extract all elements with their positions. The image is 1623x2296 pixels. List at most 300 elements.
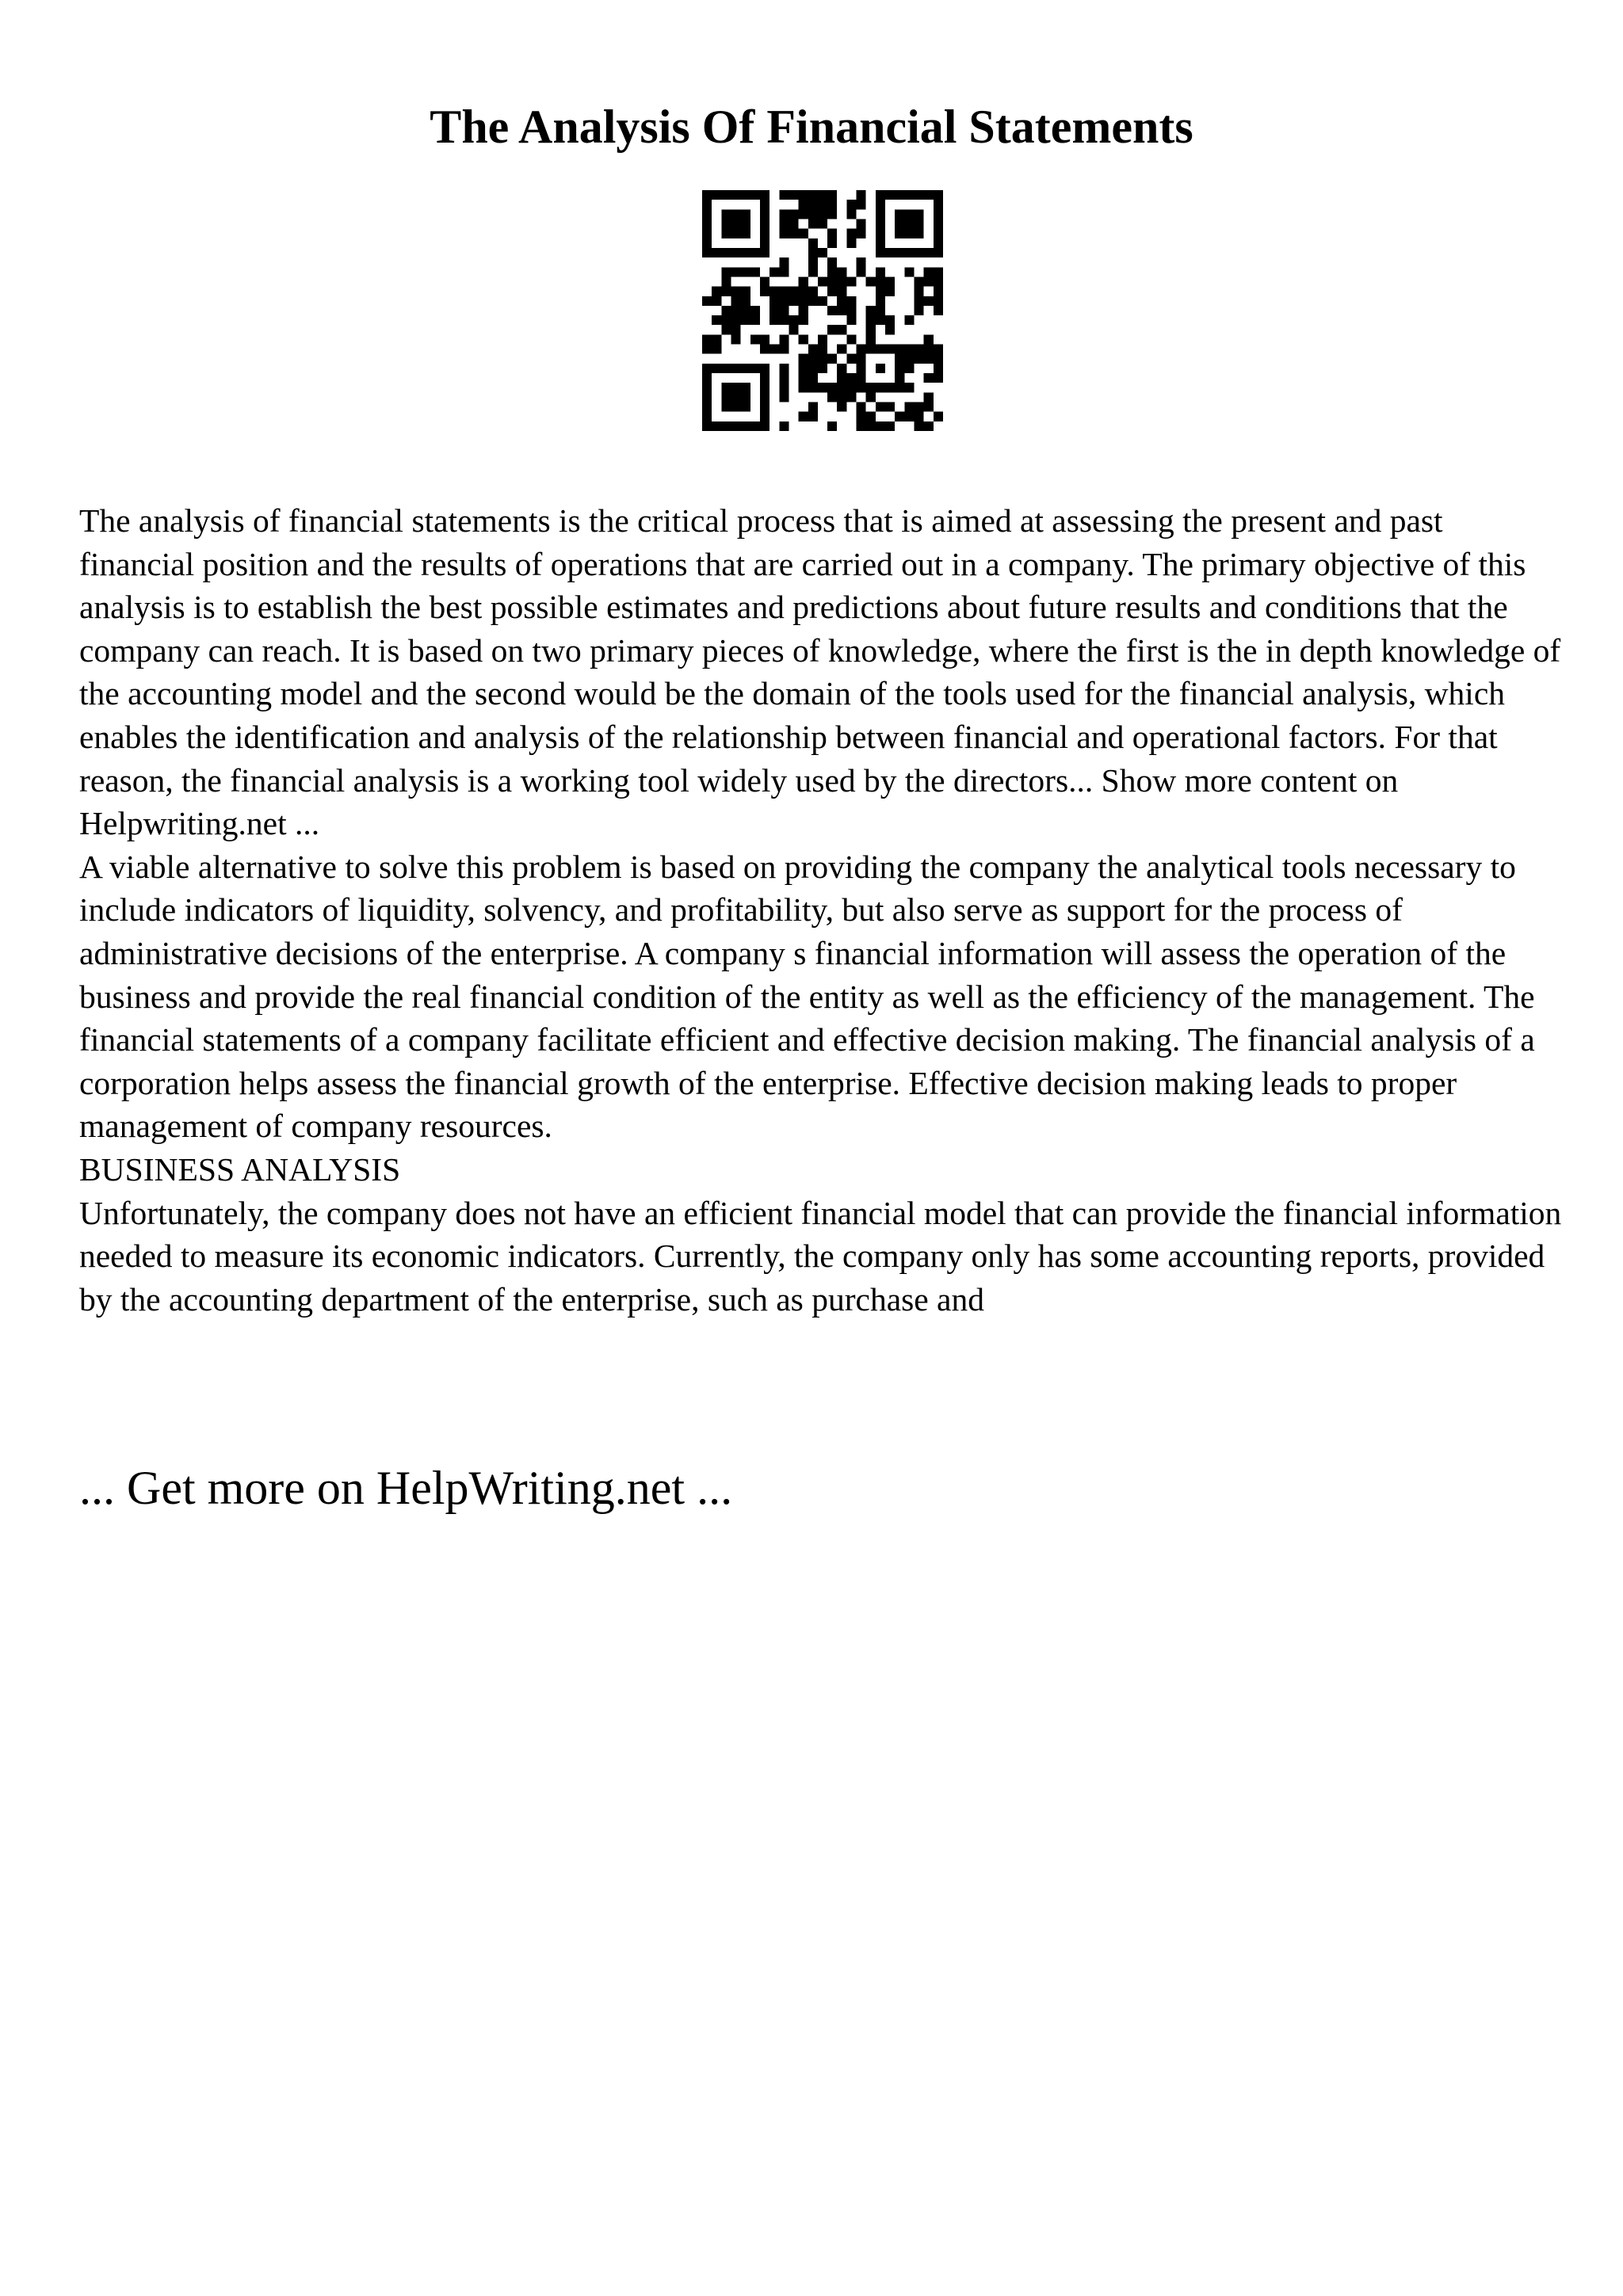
qr-module [934,373,943,383]
qr-module [789,296,798,306]
qr-module [712,334,721,344]
qr-module [799,287,808,296]
qr-module [799,306,808,315]
qr-module [934,306,943,315]
qr-module [741,267,750,277]
qr-module [827,277,837,286]
qr-module [846,238,856,248]
qr-module [808,209,818,219]
qr-module [769,267,779,277]
qr-module [866,315,876,325]
qr-module [895,364,904,373]
qr-module [731,325,740,334]
qr-module [750,190,760,200]
qr-module [915,209,924,219]
qr-module [924,267,934,277]
qr-module [846,209,856,219]
qr-module [818,190,827,200]
qr-module [779,421,789,431]
qr-module [721,277,731,286]
qr-module [731,229,740,238]
qr-module [760,392,769,402]
get-more-link[interactable]: ... Get more on HelpWriting.net ... [79,1462,733,1514]
qr-module [721,229,731,238]
qr-module [837,325,846,334]
document-body [79,499,1563,1321]
qr-module [741,306,750,315]
qr-module [760,219,769,228]
qr-module [915,248,924,257]
section-heading-business-analysis: BUSINESS ANALYSIS [79,1150,401,1188]
qr-module [702,373,712,383]
qr-module [760,287,769,296]
qr-module [934,267,943,277]
qr-module [741,315,750,325]
qr-module [857,383,866,392]
qr-module [904,190,914,200]
qr-module [885,383,895,392]
qr-module [846,334,856,344]
qr-module [760,277,769,286]
qr-module [769,315,779,325]
qr-module [799,296,808,306]
qr-module [721,306,731,315]
qr-module [731,209,740,219]
qr-module [769,306,779,315]
qr-module [721,392,731,402]
qr-module [885,345,895,354]
qr-module [712,345,721,354]
qr-module [818,354,827,364]
qr-module [721,325,731,334]
qr-module [885,402,895,412]
qr-module [799,412,808,421]
qr-module [895,412,904,421]
qr-module [857,219,866,228]
qr-module [702,383,712,392]
qr-module [702,238,712,248]
qr-module [789,209,798,219]
qr-module [904,209,914,219]
qr-module [741,364,750,373]
qr-module [885,248,895,257]
qr-module [808,364,818,373]
qr-module [760,190,769,200]
qr-module [808,373,818,383]
qr-module [915,219,924,228]
qr-module [827,392,837,402]
qr-module [769,287,779,296]
qr-code-icon [702,190,943,431]
qr-module [934,287,943,296]
qr-module [760,402,769,412]
qr-module [750,267,760,277]
qr-module [818,383,827,392]
qr-module [760,421,769,431]
qr-module [895,190,904,200]
qr-module [779,345,789,354]
qr-module [876,277,885,286]
qr-module [915,421,924,431]
qr-module [731,219,740,228]
qr-module [895,248,904,257]
qr-module [799,277,808,286]
qr-module [904,412,914,421]
qr-module [827,306,837,315]
qr-module [731,190,740,200]
qr-module [760,200,769,209]
qr-module [895,229,904,238]
qr-module [866,345,876,354]
qr-module [827,190,837,200]
qr-module [789,287,798,296]
paragraph-alternative: A viable alternative to solve this problem is based on providing the company the analytical tools necessary to include indicators of liquidity, solvency, and profitability, but also serve as support for the process of administrative decisions of the enterprise. A company s financial information will assess the operation of the business and provide the real financial condition of the entity as well as the efficiency of the management. The financial statements of a company facilitate efficient and effective decision making. The financial analysis of a corporation helps assess the financial growth of the enterprise. Effective decision making leads to proper management of company resources. [79,848,1535,1145]
qr-module [846,392,856,402]
qr-module [876,402,885,412]
qr-module [818,219,827,228]
qr-module [769,345,779,354]
qr-module [876,248,885,257]
qr-module [876,219,885,228]
qr-module [934,354,943,364]
qr-module [702,402,712,412]
qr-module [924,354,934,364]
qr-module [934,277,943,286]
qr-module [702,248,712,257]
qr-module [846,200,856,209]
qr-module [915,296,924,306]
qr-module [779,306,789,315]
qr-module [915,354,924,364]
qr-module [808,345,818,354]
qr-module [799,354,808,364]
qr-module [779,267,789,277]
qr-module [876,421,885,431]
qr-module [712,296,721,306]
qr-module [895,345,904,354]
qr-module [721,267,731,277]
qr-module [857,190,866,200]
qr-module [750,306,760,315]
qr-module [924,392,934,402]
qr-module [789,229,798,238]
qr-module [779,229,789,238]
qr-module [934,200,943,209]
qr-module [904,364,914,373]
qr-module [827,257,837,267]
qr-module [934,219,943,228]
qr-module [924,190,934,200]
qr-module [808,257,818,267]
qr-module [857,257,866,267]
qr-module [827,325,837,334]
qr-module [731,402,740,412]
qr-module [818,345,827,354]
qr-module [924,421,934,431]
qr-module [885,287,895,296]
qr-module [837,392,846,402]
qr-module [827,229,837,238]
qr-module [915,306,924,315]
qr-module [904,229,914,238]
qr-module [818,200,827,209]
qr-module [924,334,934,344]
qr-module [846,354,856,364]
qr-module [712,287,721,296]
qr-module [741,190,750,200]
qr-module [934,229,943,238]
qr-module [827,267,837,277]
qr-module [702,229,712,238]
qr-module [779,257,789,267]
qr-module [827,238,837,248]
qr-module [924,402,934,412]
qr-module [808,412,818,421]
qr-module [799,373,808,383]
qr-module [857,373,866,383]
qr-module [915,190,924,200]
qr-module [741,383,750,392]
qr-module [731,267,740,277]
qr-module [750,421,760,431]
qr-module [866,383,876,392]
qr-module [799,334,808,344]
qr-module [837,364,846,373]
qr-module [904,402,914,412]
qr-module [799,229,808,238]
qr-module [837,345,846,354]
qr-module [837,296,846,306]
qr-module [731,287,740,296]
qr-module [915,287,924,296]
qr-module [866,412,876,421]
qr-module [895,219,904,228]
qr-module [808,200,818,209]
qr-module [837,267,846,277]
qr-module [731,392,740,402]
qr-module [712,315,721,325]
qr-module [818,248,827,257]
qr-module [846,373,856,383]
qr-module [799,364,808,373]
qr-module [760,248,769,257]
qr-module [885,325,895,334]
qr-module [857,402,866,412]
qr-module [866,421,876,431]
qr-module [866,306,876,315]
qr-module [779,383,789,392]
qr-module [799,383,808,392]
qr-module [904,354,914,364]
qr-module [741,421,750,431]
qr-module [808,402,818,412]
qr-module [846,296,856,306]
qr-module [721,219,731,228]
qr-module [818,364,827,373]
qr-module [924,277,934,286]
qr-module [924,345,934,354]
qr-module [934,296,943,306]
qr-module [885,315,895,325]
qr-module [731,315,740,325]
qr-module [857,421,866,431]
qr-module [934,190,943,200]
qr-module [818,277,827,286]
qr-module [915,345,924,354]
qr-module [924,373,934,383]
qr-module [721,315,731,325]
qr-module [857,354,866,364]
qr-module [915,229,924,238]
qr-module [750,248,760,257]
qr-module [741,402,750,412]
qr-module [731,421,740,431]
qr-module [915,277,924,286]
qr-module [721,248,731,257]
qr-module [885,421,895,431]
qr-module [904,315,914,325]
qr-module [876,345,885,354]
qr-module [702,209,712,219]
qr-module [769,296,779,306]
qr-module [702,421,712,431]
qr-module [731,248,740,257]
qr-module [934,238,943,248]
qr-module [731,364,740,373]
qr-module [818,209,827,219]
qr-module [866,325,876,334]
qr-module [779,296,789,306]
qr-module [731,296,740,306]
qr-module [779,334,789,344]
qr-module [915,412,924,421]
qr-module [760,412,769,421]
paragraph-intro: The analysis of financial statements is the critical process that is aimed at assessing the present and past financial position and the results of operations that are carried out in a company. The primary objective of this analysis is to establish the best possible estimates and predictions about future results and conditions that the company can reach. It is based on two primary pieces of knowledge, where the first is the in depth knowledge of the accounting model and the second would be the domain of the tools used for the financial analysis, which enables the identification and analysis of the relationship between financial and operational factors. For that reason, the financial analysis is a working tool widely used by the directors... Show more content on Helpwriting.net ... [79,502,1561,842]
qr-module [702,219,712,228]
qr-module [904,219,914,228]
qr-module [702,334,712,344]
qr-module [808,354,818,364]
qr-module [837,373,846,383]
qr-module [876,238,885,248]
qr-module [827,383,837,392]
qr-module [876,306,885,315]
qr-module [779,209,789,219]
qr-module [934,412,943,421]
qr-module [837,306,846,315]
qr-module [895,373,904,383]
qr-module [731,306,740,315]
qr-module [702,200,712,209]
qr-module [934,248,943,257]
qr-module [846,277,856,286]
qr-module [934,209,943,219]
qr-module [779,364,789,373]
qr-module [904,248,914,257]
qr-module [702,296,712,306]
qr-module [846,306,856,315]
qr-module [779,315,789,325]
qr-module [837,287,846,296]
qr-module [721,209,731,219]
qr-module [924,248,934,257]
qr-module [818,296,827,306]
qr-module [750,315,760,325]
qr-module [866,277,876,286]
qr-module [721,287,731,296]
qr-module [712,248,721,257]
qr-module [818,334,827,344]
qr-module [702,190,712,200]
qr-module [760,373,769,383]
qr-module [741,248,750,257]
qr-module [721,402,731,412]
qr-module [741,209,750,219]
qr-module [876,315,885,325]
qr-module [731,383,740,392]
qr-module [702,412,712,421]
qr-module [876,209,885,219]
qr-module [876,229,885,238]
qr-module [712,190,721,200]
qr-module [876,364,885,373]
qr-module [799,209,808,219]
qr-module [760,334,769,344]
qr-module [779,287,789,296]
qr-module [876,200,885,209]
qr-module [702,364,712,373]
qr-module [808,248,818,257]
qr-module [904,383,914,392]
qr-module [789,190,798,200]
qr-module [827,421,837,431]
qr-module [846,229,856,238]
qr-module [846,315,856,325]
qr-module [837,277,846,286]
qr-module [808,190,818,200]
qr-module [857,345,866,354]
qr-module [876,267,885,277]
qr-module [741,287,750,296]
qr-module [779,373,789,383]
qr-module [779,392,789,402]
qr-module [721,364,731,373]
document-title: The Analysis Of Financial Statements [430,101,1193,153]
qr-module [760,229,769,238]
qr-module [924,296,934,306]
qr-module [934,345,943,354]
qr-module [789,315,798,325]
qr-module [827,209,837,219]
qr-module [876,383,885,392]
qr-module [857,229,866,238]
qr-module [885,277,895,286]
qr-module [712,421,721,431]
qr-module [857,200,866,209]
qr-module [741,219,750,228]
qr-module [741,392,750,402]
qr-module [827,200,837,209]
qr-module [750,364,760,373]
qr-module [866,392,876,402]
qr-module [857,364,866,373]
qr-module [731,334,740,344]
qr-module [934,364,943,373]
qr-module [866,334,876,344]
qr-module [808,296,818,306]
qr-module [895,209,904,219]
qr-module [789,219,798,228]
